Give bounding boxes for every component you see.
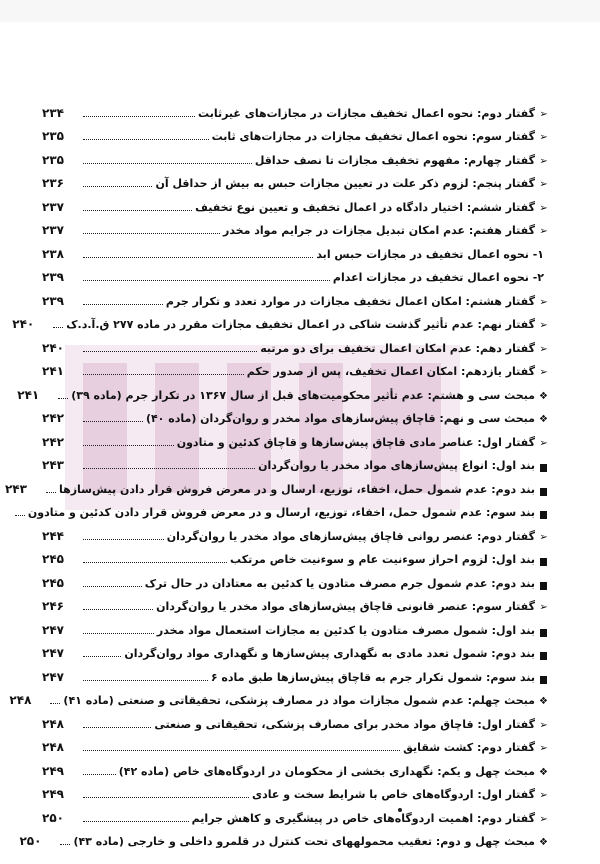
arrow-bullet-icon: ➢	[539, 813, 548, 825]
toc-entry-page: ۲۴۳	[4, 481, 27, 496]
arrow-bullet-icon: ➢	[539, 531, 548, 543]
square-bullet-icon	[537, 488, 550, 496]
toc-row	[42, 355, 550, 379]
toc-row	[42, 96, 550, 120]
dot-leader	[53, 327, 63, 328]
toc-entry-page: ۲۴۹	[42, 763, 64, 778]
toc-entry-page: ۲۴۴	[42, 528, 64, 543]
toc-entry-title: مبحث چهل و یکم: نگهداری بخشی از محکومان در اردوگاه‌های خاص (ماده ۴۲)	[118, 764, 535, 778]
dot-leader	[83, 116, 195, 117]
dot-leader	[46, 492, 56, 493]
toc-entry-title: مبحث سی و هشتم: عدم تأثیر محکومیت‌های قبل از سال ۱۳۶۷ در تکرار جرم (ماده ۳۹)	[71, 388, 535, 402]
diamond-bullet-icon: ❖	[539, 696, 548, 707]
toc-entry-title: گفتار اول: قاچاق مواد مخدر برای مصارف پزشکی، تحقیقاتی و صنعتی	[154, 717, 535, 731]
toc-row	[17, 378, 550, 402]
dot-leader	[58, 398, 68, 399]
toc-entry-title: بند اول: شمول مصرف متادون یا کدئین به مجازات استعمال مواد مخدر	[156, 623, 535, 637]
table-of-contents	[4, 96, 550, 848]
toc-entry-page: ۲۳۷	[42, 223, 64, 237]
page-top-strip	[0, 0, 600, 22]
arrow-bullet-icon: ➢	[539, 367, 548, 378]
toc-entry-title: بند اول: لزوم احراز سوءنیت عام و سوءنیت خاص مرتکب	[230, 553, 535, 566]
toc-entry-title: گفتار پنجم: لزوم ذکر علت در تعیین مجازات حبس به بیش از حداقل آن	[155, 177, 535, 190]
dot-leader	[83, 539, 164, 540]
toc-entry-title: ۲- نحوه اعمال تخفیف در مجازات اعدام	[332, 271, 544, 284]
dot-leader	[83, 562, 227, 563]
diamond-bullet-icon: ❖	[539, 414, 548, 425]
toc-entry-page: ۲۳۵	[42, 152, 64, 167]
toc-entry-title: بند سوم: عدم شمول حمل، اخفاء، توزیع، ارسال و در معرض فروش قرار دادن کدئین و متادون	[27, 506, 535, 519]
toc-row	[42, 590, 550, 614]
toc-entry-title: گفتار نهم: عدم تأثیر گذشت شاکی در اعمال تخفیف مجازات مقرر در ماده ۲۷۷ ق.آ.د.ک	[66, 318, 535, 331]
dot-leader	[83, 727, 151, 728]
toc-entry-title: ۱- نحوه اعمال تخفیف در مجازات حبس ابد	[316, 247, 544, 261]
toc-entry-page: ۲۴۵	[42, 575, 64, 590]
toc-entry-title: گفتار دوم: عنصر روانی قاچاق پیش‌سازهای مواد مخدر یا روان‌گردان	[166, 529, 535, 543]
toc-entry-page: ۲۵۰	[19, 834, 42, 848]
toc-row	[42, 167, 550, 191]
arrow-bullet-icon: ➢	[539, 179, 548, 190]
dot-leader	[83, 797, 249, 798]
toc-entry-page: ۲۴۱	[17, 387, 40, 402]
toc-entry-page: ۲۳۴	[42, 105, 64, 120]
square-bullet-icon	[537, 676, 550, 684]
dot-leader	[83, 257, 313, 258]
dot-leader	[60, 844, 70, 845]
dot-leader	[83, 163, 252, 164]
dot-leader	[83, 374, 244, 375]
arrow-bullet-icon: ➢	[539, 155, 548, 167]
toc-entry-page: ۲۴۹	[42, 787, 64, 801]
toc-entry-page: ۲۳۶	[42, 176, 64, 190]
toc-entry-page: ۲۴۷	[42, 622, 64, 637]
toc-entry-title: گفتار اول: اردوگاه‌های خاص با شرایط سخت و عادی	[252, 788, 535, 801]
toc-entry-page: ۲۴۸	[42, 740, 64, 754]
toc-entry-title: بند سوم: شمول تکرار جرم به قاچاق پیش‌سازها طبق ماده ۶	[210, 670, 535, 684]
dot-leader	[83, 680, 208, 681]
toc-entry-page: ۲۴۸	[42, 716, 64, 731]
toc-entry-page: ۲۳۹	[42, 270, 64, 284]
arrow-bullet-icon: ➢	[539, 226, 548, 237]
toc-entry-title: گفتار سوم: نحوه اعمال تخفیف مجازات در مجازات‌های ثابت	[211, 130, 535, 143]
dot-leader	[83, 186, 152, 187]
dot-leader	[83, 139, 209, 140]
toc-entry-page: ۲۴۰	[42, 340, 64, 355]
toc-row	[42, 402, 550, 426]
arrow-bullet-icon: ➢	[539, 132, 548, 143]
toc-entry-title: گفتار دوم: نحوه اعمال تخفیف مجازات در مجازات‌های غیرثابت	[198, 106, 535, 120]
arrow-bullet-icon: ➢	[539, 296, 548, 308]
toc-entry-page	[0, 505, 12, 519]
toc-entry-title: گفتار سوم: عنصر قانونی قاچاق پیش‌سازهای مواد مخدر یا روان‌گردان	[156, 600, 535, 613]
toc-row	[42, 566, 550, 590]
toc-entry-title: بند دوم: عدم شمول جرم مصرف متادون یا کدئین به معتادان در حال ترک	[144, 576, 535, 590]
dot-leader	[83, 586, 142, 587]
toc-entry-page: ۲۳۸	[42, 246, 64, 261]
toc-row	[42, 778, 550, 802]
toc-row	[42, 449, 550, 473]
dot-leader	[83, 445, 174, 446]
dot-leader	[83, 280, 330, 281]
page-dot	[398, 808, 402, 812]
toc-row	[42, 801, 550, 825]
toc-row	[42, 331, 550, 355]
dot-leader	[83, 210, 192, 211]
toc-row	[42, 143, 550, 167]
toc-entry-title: گفتار چهارم: مفهوم تخفیف مجازات تا نصف حداقل	[254, 153, 535, 167]
square-bullet-icon	[537, 629, 550, 637]
toc-row	[42, 214, 550, 238]
dot-leader	[83, 821, 189, 822]
arrow-bullet-icon: ➢	[539, 108, 548, 120]
toc-row	[42, 637, 550, 661]
toc-row	[42, 707, 550, 731]
toc-entry-page: ۲۴۲	[42, 411, 64, 425]
toc-row	[42, 543, 550, 567]
toc-row	[12, 308, 550, 332]
toc-entry-title: بند دوم: عدم شمول حمل، اخفاء، توزیع، ارسال و در معرض فروش قرار دادن پیش‌سازها	[58, 482, 535, 496]
arrow-bullet-icon: ➢	[539, 320, 548, 331]
toc-entry-page: ۲۳۷	[42, 199, 64, 214]
toc-entry-page: ۲۳۹	[42, 293, 64, 308]
square-bullet-icon	[537, 511, 550, 519]
arrow-bullet-icon: ➢	[539, 202, 548, 214]
toc-entry-page: ۲۴۵	[42, 552, 64, 566]
toc-row	[42, 237, 550, 261]
toc-entry-page: ۲۴۷	[42, 646, 64, 660]
toc-row	[42, 425, 550, 449]
toc-entry-title: مبحث چهلم: عدم شمول مجازات مواد در مصارف پزشکی، تحقیقاتی و صنعتی (ماده ۴۱)	[63, 694, 535, 707]
dot-leader	[83, 351, 257, 352]
toc-entry-page: ۲۵۰	[42, 810, 64, 825]
dot-leader	[83, 750, 400, 751]
arrow-bullet-icon: ➢	[539, 437, 548, 449]
toc-entry-page: ۲۴۲	[42, 434, 64, 449]
toc-row	[42, 284, 550, 308]
arrow-bullet-icon: ➢	[539, 719, 548, 731]
toc-row	[42, 120, 550, 144]
toc-row	[42, 731, 550, 755]
toc-row	[42, 613, 550, 637]
square-bullet-icon	[537, 464, 550, 472]
toc-row	[42, 519, 550, 543]
toc-entry-page: ۲۳۵	[42, 129, 64, 143]
toc-entry-title: گفتار یازدهم: امکان اعمال تخفیف، پس از صدور حکم	[246, 365, 535, 378]
toc-row	[42, 190, 550, 214]
dot-leader	[83, 304, 163, 305]
toc-entry-title: بند اول: انواع پیش‌سازهای مواد مخدر یا روان‌گردان	[258, 459, 535, 472]
toc-entry-page: ۲۴۶	[42, 599, 64, 613]
toc-row	[4, 472, 550, 496]
arrow-bullet-icon: ➢	[539, 343, 548, 355]
toc-row	[42, 261, 550, 285]
toc-entry-title: گفتار دهم: عدم امکان اعمال تخفیف برای دو مرتبه	[260, 341, 535, 355]
toc-entry-page: ۲۴۱	[42, 364, 64, 378]
square-bullet-icon	[537, 582, 550, 590]
toc-entry-title: بند دوم: شمول تعدد مادی به نگهداری پیش‌سازها و نگهداری مواد روان‌گردان	[124, 647, 535, 660]
toc-row	[42, 660, 550, 684]
square-bullet-icon	[537, 652, 550, 660]
diamond-bullet-icon: ❖	[539, 766, 548, 778]
dot-leader	[83, 774, 116, 775]
toc-entry-title: مبحث سی و نهم: قاچاق پیش‌سازهای مواد مخدر و روان‌گردان (ماده ۴۰)	[145, 412, 535, 425]
square-bullet-icon	[537, 558, 550, 566]
dot-leader	[83, 609, 153, 610]
toc-entry-page: ۲۴۸	[9, 693, 32, 707]
dot-leader	[83, 421, 143, 422]
toc-entry-title: مبحث چهل و دوم: تعقیب محمولههای تحت کنترل در قلمرو داخلی و خارجی (ماده ۴۳)	[73, 835, 535, 848]
dot-leader	[83, 633, 154, 634]
dot-leader	[83, 656, 121, 657]
toc-row	[42, 754, 550, 778]
toc-row	[19, 825, 550, 849]
arrow-bullet-icon: ➢	[539, 790, 548, 801]
diamond-bullet-icon: ❖	[539, 390, 548, 402]
toc-row	[9, 684, 550, 708]
arrow-bullet-icon: ➢	[539, 602, 548, 613]
toc-entry-title: گفتار دوم: اهمیت اردوگاه‌های خاص در پیشگیری و کاهش جرایم	[191, 811, 535, 825]
diamond-bullet-icon: ❖	[539, 837, 548, 848]
dot-leader	[83, 468, 255, 469]
dot-leader	[15, 515, 25, 516]
dot-leader	[83, 233, 220, 234]
toc-entry-page: ۲۴۰	[12, 317, 35, 331]
toc-entry-title: گفتار دوم: کشت شقایق	[403, 741, 535, 754]
toc-entry-title: گفتار اول: عناصر مادی قاچاق پیش‌سازها و قاچاق کدئین و متادون	[176, 435, 535, 449]
arrow-bullet-icon: ➢	[539, 743, 548, 754]
toc-entry-page: ۲۴۳	[42, 458, 64, 472]
toc-entry-page: ۲۴۷	[42, 669, 64, 684]
toc-entry-title: گفتار ششم: اختیار دادگاه در اعمال تخفیف و تعیین نوع تخفیف	[195, 200, 535, 214]
toc-entry-title: گفتار هفتم: عدم امکان تبدیل مجازات در جرایم مواد مخدر	[223, 224, 535, 237]
dot-leader	[50, 703, 60, 704]
toc-entry-title: گفتار هشتم: امکان اعمال تخفیف مجازات در موارد تعدد و تکرار جرم	[165, 294, 535, 308]
toc-row	[27, 496, 550, 520]
